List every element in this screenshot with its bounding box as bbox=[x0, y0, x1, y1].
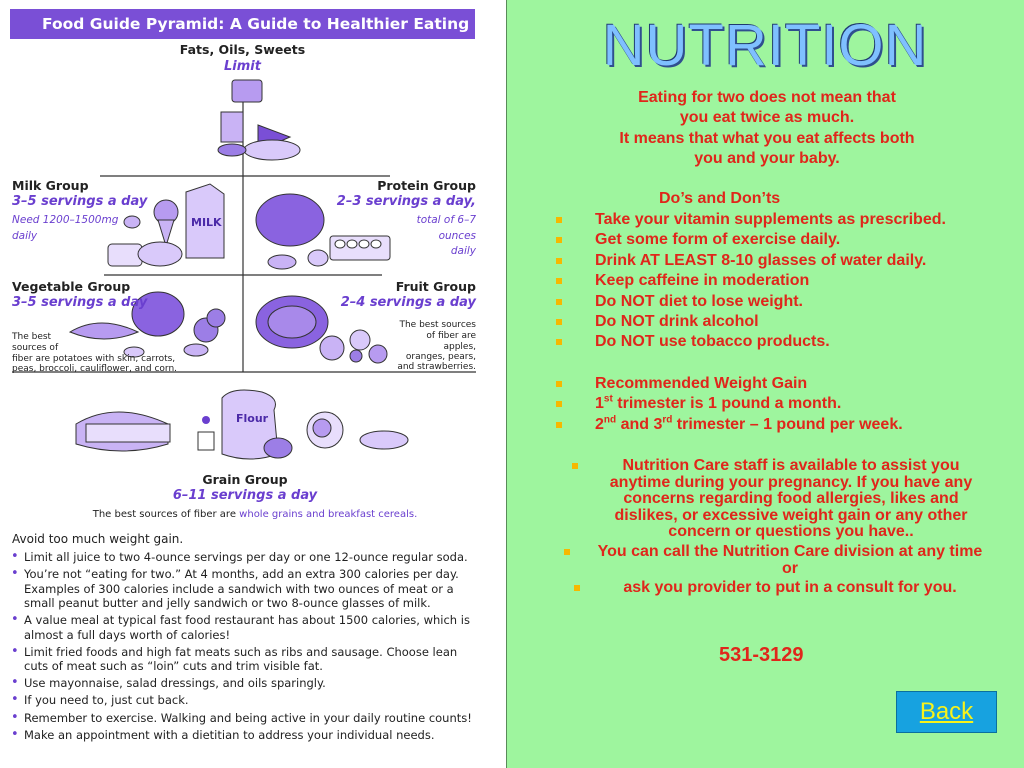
protein-group-name: Protein Group bbox=[377, 178, 476, 193]
list-item bbox=[556, 312, 946, 332]
back-button[interactable]: Back bbox=[896, 691, 997, 733]
list-item-text: Do NOT drink alcohol bbox=[595, 313, 759, 331]
bullet-icon bbox=[574, 585, 580, 591]
list-item bbox=[556, 292, 946, 312]
advice-item: • Remember to exercise. Walking and being active in your daily routine counts! bbox=[10, 711, 480, 726]
care-text-1: Nutrition Care staff is available to assist you anytime during your pregnancy. If you have any concerns regarding food allergies, likes and dislikes, or excessive weight gain or any other concern or questions you have.. bbox=[609, 457, 973, 540]
bullet-icon bbox=[556, 339, 562, 345]
milk-carton-label: MILK bbox=[191, 216, 222, 229]
bullet-icon bbox=[556, 258, 562, 264]
trimester-2-text: trimester – 1 pound per week. bbox=[672, 415, 903, 433]
list-item-text: Take your vitamin supplements as prescribed. bbox=[595, 211, 946, 228]
list-item bbox=[556, 394, 903, 414]
vegetable-group-note-4: peas, broccoli, cauliflower, and corn. bbox=[12, 364, 178, 374]
grain-icon bbox=[76, 390, 408, 459]
intro-line: you eat twice as much. bbox=[679, 109, 855, 127]
food-guide-pyramid-panel bbox=[0, 0, 507, 768]
list-item-text: Drink AT LEAST 8-10 glasses of water daily. bbox=[595, 251, 927, 269]
milk-group-name: Milk Group bbox=[12, 178, 89, 193]
care-paragraph-2 bbox=[590, 544, 990, 577]
protein-group-note-3: daily bbox=[450, 245, 476, 257]
grain-note-prefix: The best sources of fiber are bbox=[92, 509, 240, 520]
fruit-group-servings: 2–4 servings a day bbox=[340, 295, 476, 310]
advice-item: • You’re not “eating for two.” At 4 months, add an extra 300 calories per day. Examples of 300 calories include a sandwich with two ounces of meat or a small peanut butter and jelly sandwich or two 8-ounce glasses of milk. bbox=[10, 567, 480, 611]
list-item bbox=[556, 210, 946, 230]
fruit-group-note-3: apples, bbox=[443, 342, 476, 352]
fruit-group-note-5: and strawberries. bbox=[397, 362, 476, 372]
protein-group-note-1: total of 6–7 bbox=[416, 214, 476, 226]
list-item-text: Do NOT use tobacco products. bbox=[595, 333, 830, 351]
list-item bbox=[556, 415, 903, 435]
milk-group-note-1: Need 1200–1500mg bbox=[12, 214, 119, 226]
list-item bbox=[556, 271, 946, 291]
fruit-group-note-4: oranges, pears, bbox=[405, 352, 476, 362]
flour-sack-label: Flour bbox=[236, 412, 269, 425]
list-item bbox=[556, 374, 903, 394]
advice-item: • Use mayonnaise, salad dressings, and oils sparingly. bbox=[10, 676, 480, 691]
milk-group-note-2: daily bbox=[12, 230, 38, 242]
dos-donts-list bbox=[556, 210, 946, 353]
care-text-2: You can call the Nutrition Care division at any time or bbox=[597, 543, 983, 577]
grain-group-servings: 6–11 servings a day bbox=[172, 488, 318, 503]
advice-heading: Avoid too much weight gain. bbox=[12, 532, 184, 546]
bullet-icon bbox=[564, 549, 570, 555]
bullet-icon bbox=[556, 299, 562, 305]
intro-line: It means that what you eat affects both bbox=[619, 129, 915, 147]
grain-note-highlight: whole grains and breakfast cereals. bbox=[239, 509, 418, 520]
fats-group-name: Fats, Oils, Sweets bbox=[179, 42, 306, 57]
bullet-icon bbox=[556, 319, 562, 325]
bullet-icon bbox=[556, 381, 562, 387]
intro-line: Eating for two does not mean that bbox=[638, 89, 896, 106]
advice-item: • Make an appointment with a dietitian to address your individual needs. bbox=[10, 728, 480, 743]
vegetable-group-note-2: sources of bbox=[12, 343, 59, 353]
care-paragraph-1 bbox=[596, 458, 986, 541]
fats-group-servings: Limit bbox=[224, 59, 261, 74]
advice-item: • Limit fried foods and high fat meats such as ribs and sausage. Choose lean cuts of meat such as “loin” cuts and trim visible fat. bbox=[10, 645, 480, 674]
protein-group-servings: 2–3 servings a day, bbox=[336, 194, 476, 209]
advice-item: • If you need to, just cut back. bbox=[10, 693, 480, 708]
bullet-icon bbox=[556, 217, 562, 223]
trimester-1-number: 1 bbox=[595, 395, 604, 413]
bullet-icon bbox=[556, 401, 562, 407]
intro-line: you and your baby. bbox=[694, 149, 840, 167]
vegetable-group-servings: 3–5 servings a day bbox=[12, 295, 148, 310]
care-paragraph-3 bbox=[590, 580, 990, 597]
bullet-icon bbox=[556, 237, 562, 243]
list-item bbox=[556, 230, 946, 250]
intro-text bbox=[560, 88, 974, 169]
fruit-group-note-1: The best sources bbox=[399, 320, 476, 330]
bullet-icon bbox=[556, 422, 562, 428]
grain-group-name: Grain Group bbox=[202, 472, 288, 487]
list-item-text: Get some form of exercise daily. bbox=[595, 231, 841, 249]
list-item bbox=[556, 251, 946, 271]
page-title: NUTRITION bbox=[602, 13, 928, 78]
bullet-icon bbox=[572, 463, 578, 469]
advice-item: • A value meal at typical fast food restaurant has about 1500 calories, which is almost a full days worth of calories! bbox=[10, 613, 480, 642]
bullet-icon bbox=[556, 278, 562, 284]
trimester-2-number: 2 bbox=[595, 415, 604, 433]
sweets-icon bbox=[218, 80, 300, 160]
weight-gain-list bbox=[556, 374, 903, 435]
list-item-text: Keep caffeine in moderation bbox=[595, 272, 810, 290]
trimester-1-suffix: st bbox=[603, 394, 613, 406]
phone-number: 531-3129 bbox=[719, 644, 804, 666]
milk-group-servings: 3–5 servings a day bbox=[12, 194, 148, 209]
trimester-3-number: and 3 bbox=[616, 415, 663, 433]
dos-donts-heading: Do’s and Don’ts bbox=[659, 190, 781, 207]
vegetable-group-note-1: The best bbox=[12, 332, 52, 342]
trimester-2-suffix: nd bbox=[603, 414, 617, 426]
protein-group-note-2: ounces bbox=[438, 230, 476, 242]
fruit-group-note-2: of fiber are bbox=[426, 331, 476, 341]
grain-group-note bbox=[60, 509, 450, 520]
weight-gain-heading: Recommended Weight Gain bbox=[595, 375, 808, 392]
advice-list bbox=[10, 550, 480, 745]
vegetable-group-name: Vegetable Group bbox=[12, 279, 131, 294]
list-item bbox=[556, 332, 946, 352]
trimester-1-text: trimester is 1 pound a month. bbox=[612, 395, 842, 413]
fruit-group-name: Fruit Group bbox=[395, 279, 476, 294]
trimester-3-suffix: rd bbox=[662, 414, 673, 426]
advice-item: • Limit all juice to two 4-ounce servings per day or one 12-ounce regular soda. bbox=[10, 550, 480, 565]
care-text-3: ask you provider to put in a consult for you. bbox=[623, 579, 957, 596]
vegetable-group-note-3: fiber are potatoes with skin, carrots, bbox=[12, 354, 176, 364]
pyramid-title: Food Guide Pyramid: A Guide to Healthier Eating bbox=[10, 9, 475, 39]
list-item-text: Do NOT diet to lose weight. bbox=[595, 292, 803, 310]
